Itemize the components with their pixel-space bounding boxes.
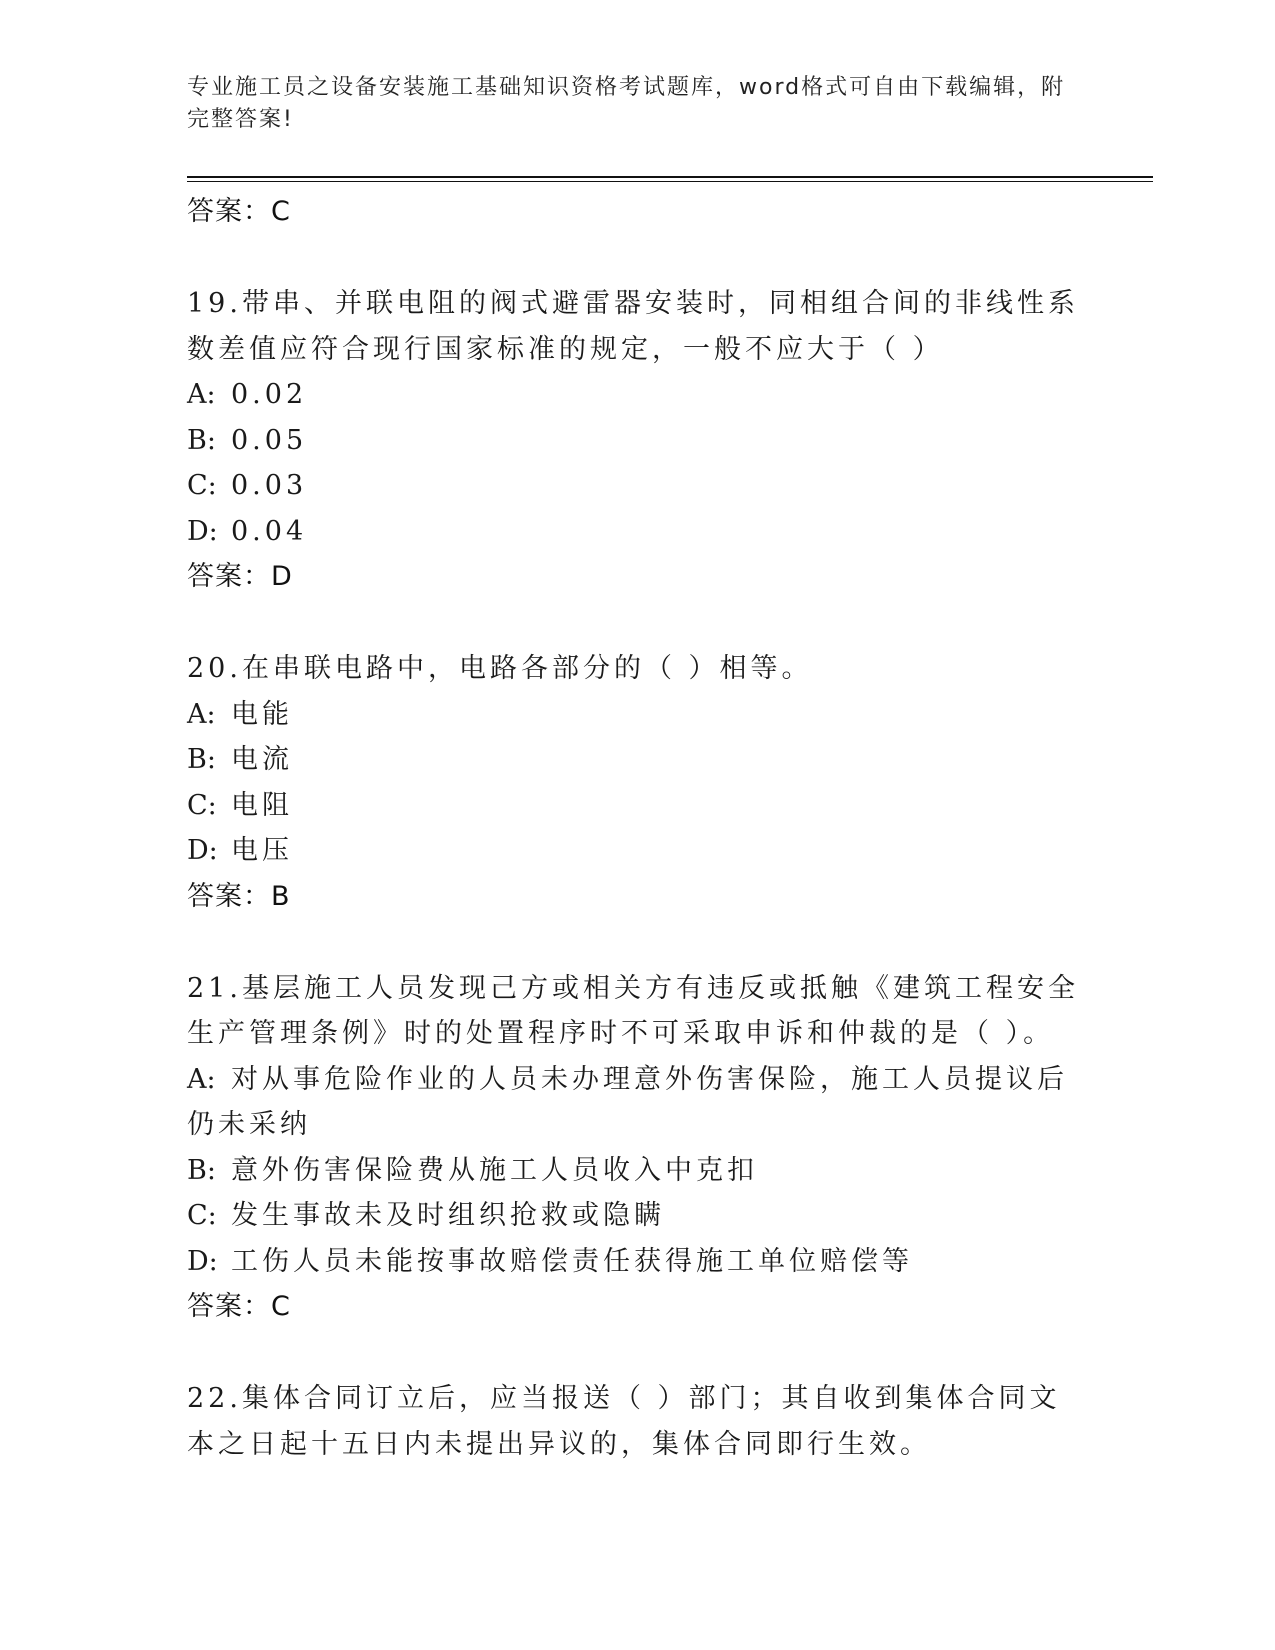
- option-letter: A:: [187, 698, 216, 730]
- option-letter: C:: [187, 1200, 217, 1231]
- option-text: 电压: [231, 835, 293, 866]
- spacer: [187, 235, 1087, 281]
- option-text: 电阻: [231, 789, 293, 821]
- spacer: [187, 920, 1087, 966]
- option-text: 对从事危险作业的人员未办理意外伤害保险，施工人员提议后仍未采纳: [187, 1063, 1068, 1140]
- option-text: 意外伤害保险费从施工人员收入中克扣: [231, 1154, 758, 1186]
- question-20-option-d: [187, 828, 1087, 874]
- question-20-answer: 答案：B: [187, 880, 291, 912]
- question-19: 19.带串、并联电阻的阀式避雷器安装时，同相组合间的非线性系数差值应符合现行国家标准的规定，一般不应大于（ ）: [187, 288, 1079, 365]
- previous-answer: 答案：C: [187, 196, 291, 227]
- option-text: 0.03: [231, 470, 308, 501]
- spacer: [187, 600, 1087, 646]
- header-divider-thick: [187, 176, 1153, 178]
- question-21-option-d: [187, 1239, 1087, 1285]
- option-text: 电能: [231, 698, 293, 730]
- spacer: [187, 1330, 1087, 1376]
- question-21-option-b: [187, 1148, 1087, 1194]
- question-21-option-a: [187, 1057, 1087, 1148]
- document-header: 专业施工员之设备安装施工基础知识资格考试题库，word格式可自由下载编辑，附完整答案!: [187, 75, 1066, 132]
- question-20-option-a: [187, 692, 1087, 738]
- question-21-answer: 答案：C: [187, 1291, 291, 1322]
- question-21: 21.基层施工人员发现己方或相关方有违反或抵触《建筑工程安全生产管理条例》时的处置程序时不可采取申诉和仲裁的是（ ）。: [187, 972, 1079, 1049]
- question-20-option-c: [187, 783, 1087, 829]
- question-19-option-b: [187, 418, 1087, 464]
- question-20: 20.在串联电路中，电路各部分的（ ）相等。: [187, 653, 813, 684]
- question-content: [187, 189, 1087, 1467]
- option-letter: C:: [187, 789, 217, 821]
- option-letter: D:: [187, 515, 218, 547]
- option-text: 0.02: [231, 379, 308, 410]
- option-text: 0.05: [231, 424, 308, 456]
- option-letter: C:: [187, 470, 217, 501]
- option-letter: D:: [187, 835, 218, 866]
- option-letter: B:: [187, 744, 216, 775]
- option-letter: A:: [187, 1063, 216, 1095]
- option-letter: D:: [187, 1245, 218, 1277]
- question-19-option-d: [187, 509, 1087, 555]
- question-20-option-b: [187, 737, 1087, 783]
- option-text: 电流: [231, 744, 293, 775]
- question-21-option-c: [187, 1193, 1087, 1239]
- option-text: 0.04: [231, 515, 308, 547]
- question-19-option-a: [187, 372, 1087, 418]
- question-19-option-c: [187, 463, 1087, 509]
- option-letter: B:: [187, 1154, 216, 1186]
- question-22: 22.集体合同订立后，应当报送（ ）部门；其自收到集体合同文本之日起十五日内未提出异议的，集体合同即行生效。: [187, 1383, 1061, 1460]
- option-letter: B:: [187, 424, 216, 456]
- header-divider-thin: [187, 181, 1153, 182]
- option-text: 工伤人员未能按事故赔偿责任获得施工单位赔偿等: [231, 1245, 913, 1277]
- option-text: 发生事故未及时组织抢救或隐瞒: [231, 1200, 665, 1231]
- option-letter: A:: [187, 379, 216, 410]
- question-19-answer: 答案：D: [187, 561, 293, 592]
